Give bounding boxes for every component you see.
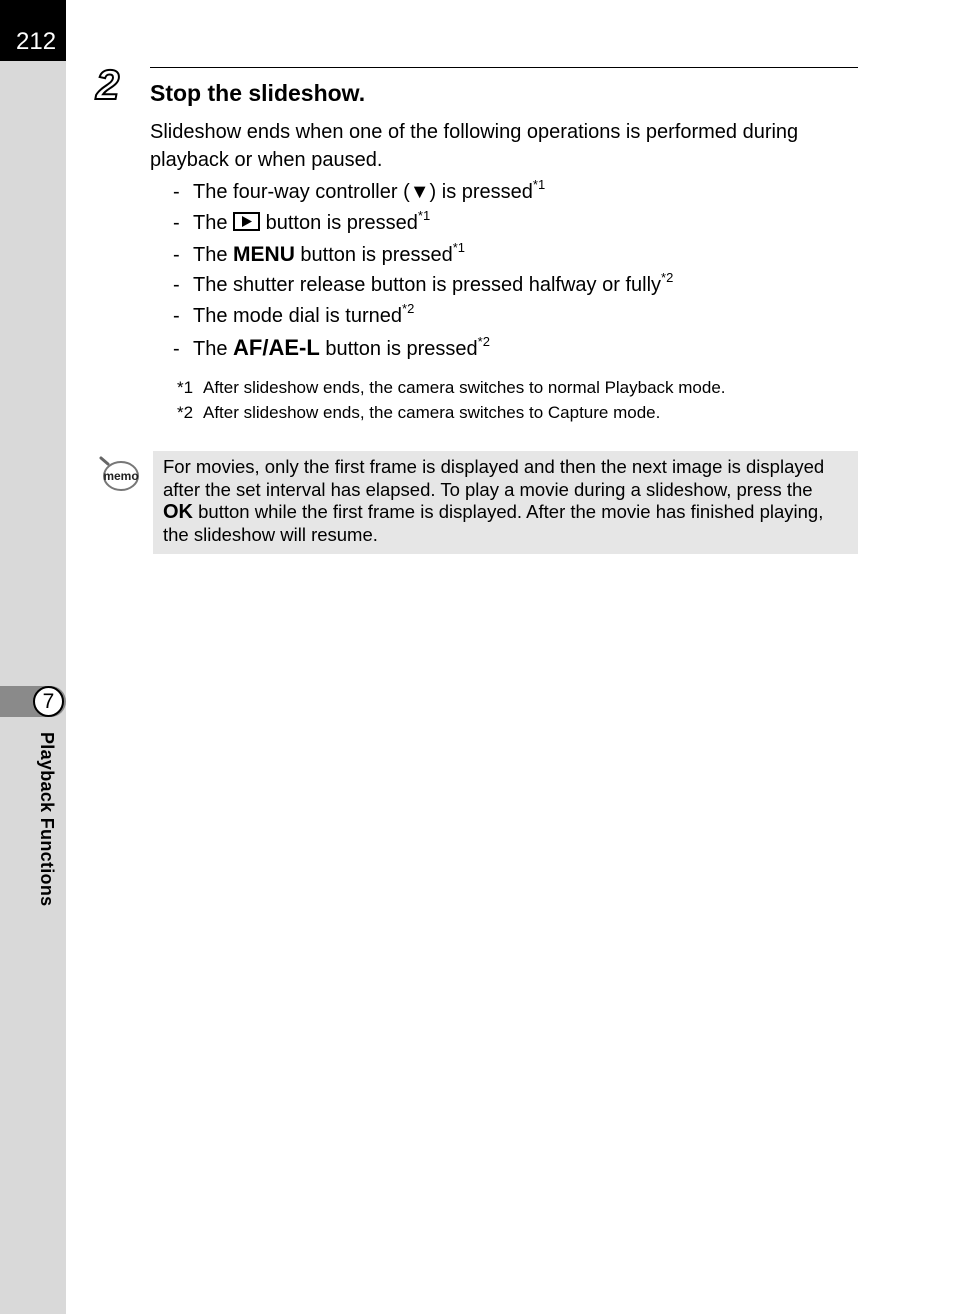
step-intro: Slideshow ends when one of the following operations is performed during playback or when paused.: [150, 121, 799, 171]
footnote: [177, 375, 726, 400]
list-item: [173, 301, 673, 332]
condition-text: The mode dial is turned: [193, 305, 403, 327]
condition-text: The: [193, 244, 234, 266]
list-item: [173, 208, 673, 239]
condition-text: ) is pressed: [429, 181, 533, 203]
list-item: [173, 270, 673, 301]
footnotes: [177, 375, 726, 425]
header-rule: [150, 67, 858, 68]
step-number: 2: [96, 61, 120, 108]
memo-text: [163, 456, 843, 546]
list-dash: -: [173, 305, 180, 327]
footnote: [177, 400, 726, 425]
down-arrow-icon: ▼: [409, 181, 430, 203]
memo-text-end: button while the first frame is displayed. After the movie has finished playing, the slideshow will resume.: [163, 501, 824, 545]
list-dash: -: [173, 274, 180, 296]
condition-text: The shutter release button is pressed halfway or fully: [193, 274, 662, 296]
footnote-mark: *2: [177, 403, 194, 422]
chapter-number: 7: [33, 686, 64, 717]
condition-text: The four-way controller (: [193, 181, 410, 203]
footnote-ref: *2: [661, 270, 674, 285]
memo-text-start: For movies, only the first frame is displayed and then the next image is displayed after the set interval has elapsed. To play a movie during a slideshow, press the: [163, 456, 825, 500]
condition-list: [173, 177, 673, 363]
page-number-box: [0, 0, 66, 61]
condition-text: The: [193, 338, 234, 360]
chapter-title: Playback Functions: [37, 732, 57, 907]
list-item: [173, 332, 673, 363]
list-item: [173, 239, 673, 270]
footnote-text: After slideshow ends, the camera switches to Capture mode.: [203, 403, 661, 422]
footnote-ref: *1: [417, 208, 431, 223]
list-item: [173, 177, 673, 208]
condition-text: The: [193, 212, 234, 234]
list-dash: -: [173, 212, 180, 234]
condition-text: button is pressed: [260, 212, 418, 234]
condition-text: button is pressed: [294, 244, 453, 266]
footnote-ref: *1: [532, 177, 546, 192]
memo-box: [153, 451, 858, 554]
footnote-ref: *2: [477, 334, 490, 349]
menu-button-icon: MENU: [233, 243, 295, 266]
memo-icon-label: memo: [103, 469, 139, 483]
list-dash: -: [173, 181, 180, 203]
page-number: 212: [16, 28, 57, 55]
footnote-ref: *2: [402, 301, 415, 316]
footnote-ref: *1: [452, 240, 466, 255]
af-ae-l-button-icon: AF/AE-L: [233, 335, 320, 360]
list-dash: -: [173, 244, 180, 266]
footnote-text: After slideshow ends, the camera switches to normal Playback mode.: [203, 378, 726, 397]
list-dash: -: [173, 338, 180, 360]
memo-icon: [98, 455, 140, 498]
sidebar: [0, 0, 66, 1314]
playback-button-icon: [233, 210, 260, 241]
footnote-mark: *1: [177, 378, 194, 397]
ok-button-icon: OK: [163, 501, 193, 523]
step-title: Stop the slideshow.: [150, 80, 366, 106]
condition-text: button is pressed: [319, 338, 478, 360]
